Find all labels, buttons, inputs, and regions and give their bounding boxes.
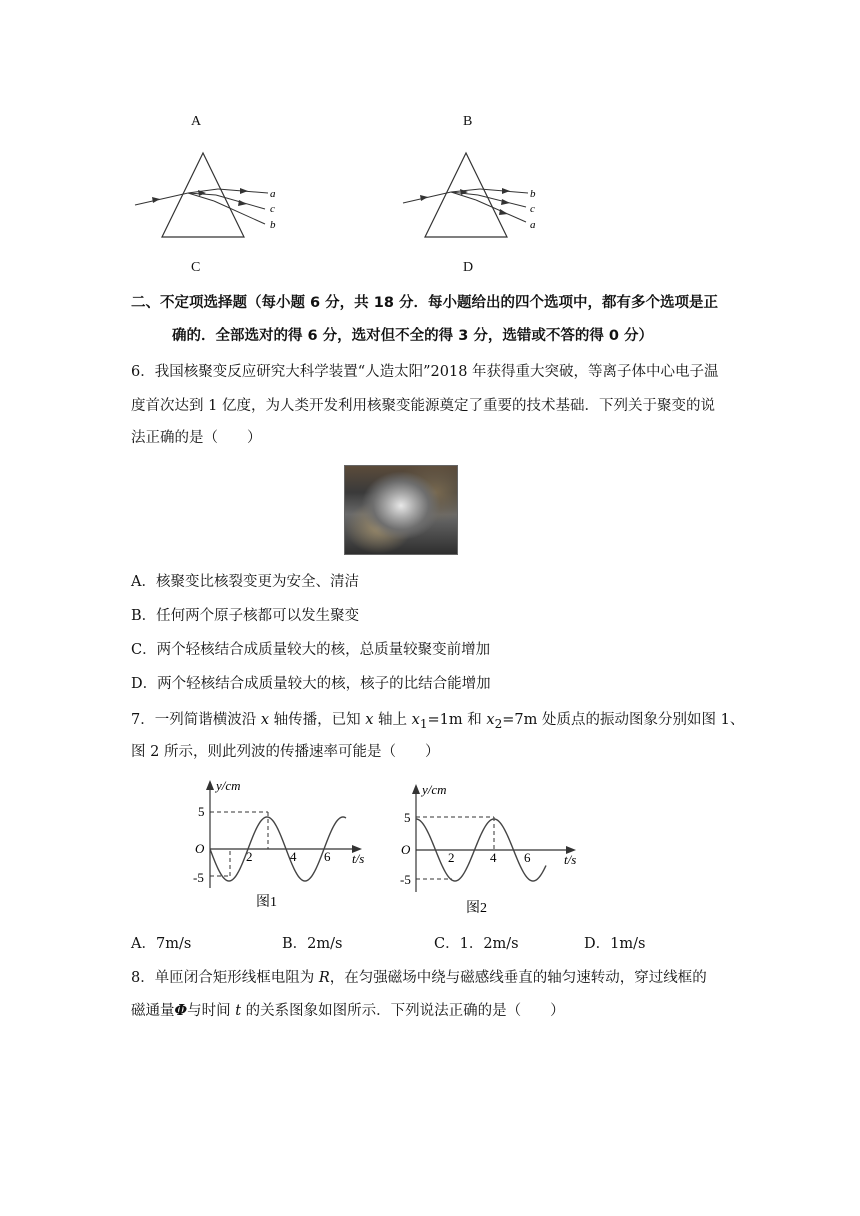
vibration-graph-2 bbox=[396, 782, 586, 922]
option-label-d: D bbox=[463, 260, 474, 275]
vibration-graph-1 bbox=[186, 778, 376, 918]
q6-option-b: B．任何两个原子核都可以发生聚变 bbox=[131, 608, 360, 624]
q8-stem-line1: 8．单匝闭合矩形线框电阻为 R，在匀强磁场中绕与磁感线垂直的轴匀速转动，穿过线框的 bbox=[131, 970, 707, 986]
graph1-caption: 图1 bbox=[256, 895, 277, 910]
x-tick-2: 2 bbox=[448, 850, 455, 865]
origin-label: O bbox=[401, 842, 411, 857]
x-tick-2: 2 bbox=[246, 849, 253, 864]
section-heading-line1: 二、不定项选择题（每小题 6 分，共 18 分．每小题给出的四个选项中，都有多个选项是正 bbox=[131, 295, 718, 311]
origin-label: O bbox=[195, 841, 205, 856]
ray-label-b: b bbox=[530, 188, 536, 200]
q7-option-a: A．7m/s bbox=[131, 936, 192, 952]
option-label-c: C bbox=[191, 260, 201, 275]
ray-label-c: c bbox=[270, 203, 275, 215]
option-label-b: B bbox=[463, 114, 473, 129]
x-axis-label: t/s bbox=[564, 852, 577, 867]
y-axis-label: y/cm bbox=[422, 782, 447, 797]
ray-label-c: c bbox=[530, 203, 535, 215]
option-label-a: A bbox=[191, 114, 202, 129]
y-tick-5: 5 bbox=[198, 804, 205, 819]
q7-option-c: C．1．2m/s bbox=[434, 936, 519, 952]
q6-stem-line3: 法正确的是（ ） bbox=[131, 430, 262, 446]
q6-option-a: A．核聚变比核裂变更为安全、清洁 bbox=[131, 574, 359, 590]
q6-stem-line2: 度首次达到 1 亿度，为人类开发利用核聚变能源奠定了重要的技术基础．下列关于聚变的说 bbox=[131, 398, 715, 414]
fusion-device-photo bbox=[344, 465, 458, 555]
x-tick-6: 6 bbox=[524, 850, 531, 865]
q7-stem-line1: 7．一列简谐横波沿 x 轴传播，已知 x 轴上 $x_1=1m$ 和 $x_2=7m$ 处质点的振动图象分别如图 1、 bbox=[131, 712, 745, 731]
x-tick-4: 4 bbox=[490, 850, 497, 865]
ray-label-a: a bbox=[530, 219, 536, 231]
x-tick-4: 4 bbox=[290, 849, 297, 864]
y-tick-neg5: -5 bbox=[400, 872, 411, 887]
prism-diagram-1 bbox=[130, 145, 290, 240]
graph2-caption: 图2 bbox=[466, 901, 487, 916]
prism-diagram-2 bbox=[400, 145, 560, 240]
x-axis-label: t/s bbox=[352, 851, 365, 866]
q7-option-d: D．1m/s bbox=[584, 936, 646, 952]
y-tick-neg5: -5 bbox=[193, 870, 204, 885]
q6-option-c: C．两个轻核结合成质量较大的核，总质量较聚变前增加 bbox=[131, 642, 491, 658]
q7-stem-line2: 图 2 所示，则此列波的传播速率可能是（ ） bbox=[131, 744, 440, 760]
ray-label-a: a bbox=[270, 188, 276, 200]
q8-stem-line2: 磁通量Φ与时间 t 的关系图象如图所示．下列说法正确的是（ ） bbox=[131, 1002, 565, 1019]
y-axis-label: y/cm bbox=[216, 778, 241, 793]
x-tick-6: 6 bbox=[324, 849, 331, 864]
q7-option-b: B．2m/s bbox=[282, 936, 343, 952]
ray-label-b: b bbox=[270, 219, 276, 231]
section-heading-line2: 确的．全部选对的得 6 分，选对但不全的得 3 分，选错或不答的得 0 分） bbox=[172, 328, 654, 344]
q6-option-d: D．两个轻核结合成质量较大的核，核子的比结合能增加 bbox=[131, 676, 491, 692]
y-tick-5: 5 bbox=[404, 810, 411, 825]
q6-stem-line1: 6．我国核聚变反应研究大科学装置“人造太阳”2018 年获得重大突破，等离子体中心电子温 bbox=[131, 364, 719, 380]
